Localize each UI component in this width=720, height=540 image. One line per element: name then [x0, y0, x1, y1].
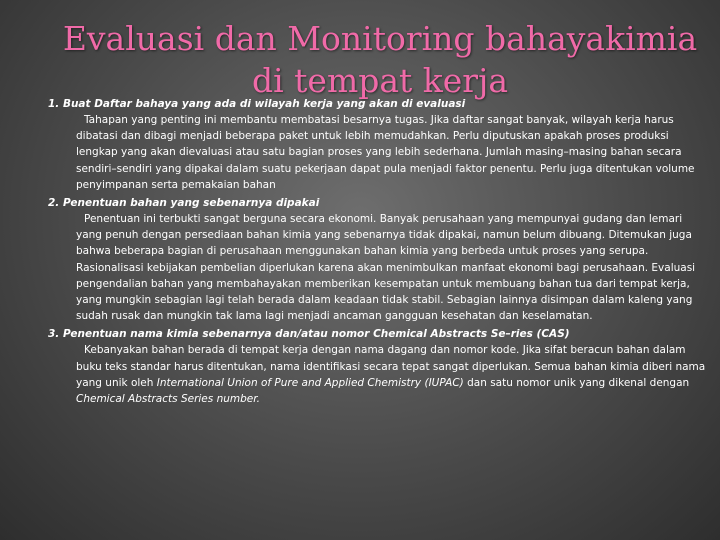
section-3-body-iupac: International Union of Pure and Applied Chemistry (IUPAC) [156, 376, 464, 389]
section-2-heading: 2. Penentuan bahan yang sebenarnya dipakai [48, 197, 320, 210]
section-3-body-cas: Chemical Abstracts Series number. [76, 393, 260, 406]
section-3-body [76, 342, 708, 407]
slide-title [60, 18, 700, 102]
section-3-body-text-1: Kebanyakan bahan berada di tempat kerja dengan nama dagang dan nomor kode. Jika sifat beracun bahan dalam buku teks standar harus ditentukan, nama identifikasi secara tepat sangat diperlukan. Semua bahan kimia diberi nama yang unik oleh [76, 344, 706, 389]
title-line-2: di tempat kerja [251, 61, 508, 100]
section-1-heading: 1. Buat Daftar bahaya yang ada di wilayah kerja yang akan di evaluasi [48, 98, 466, 110]
section-2-body: Penentuan ini terbukti sangat berguna secara ekonomi. Banyak perusahaan yang mempunyai gudang dan lemari yang penuh dengan persediaan bahan kimia yang sebenarnya tidak dipakai, namun belum dibuang. Ditemukan juga bahwa beberapa bagian di perusahaan menggunakan bahan kimia yang berbeda untuk proses yang serupa. Rasionalisasi kebijakan pembelian diperlukan karena akan menimbulkan manfaat ekonomi bagi perusahaan. Evaluasi pengendalian bahan yang membahayakan memberikan kesempatan untuk membuang bahan tua dari tempat kerja, yang mungkin sebagian lagi telah berada dalam keadaan tidak stabil. Sebagian lainnya disimpan dalam kaleng yang sudah rusak dan mungkin tak lama lagi menjadi ancaman gangguan kesehatan dan keselamatan. [76, 213, 696, 323]
section-1-body: Tahapan yang penting ini membantu membatasi besarnya tugas. Jika daftar sangat banyak, wilayah kerja harus dibatasi dan dibagi menjadi beberapa paket untuk lebih memudahkan. Perlu diputuskan apakah proses produksi lengkap yang akan dievaluasi atau satu bagian proses yang lebih sederhana. Jumlah masing–masing bahan secara sendiri–sendiri yang dipakai dalam suatu pekerjaan dapat pula menjadi faktor penentu. Perlu juga ditentukan volume penyimpanan serta pemakaian bahan [76, 114, 695, 191]
title-line-1: Evaluasi dan Monitoring bahayakimia [62, 19, 698, 58]
slide-content [48, 97, 708, 410]
section-3-heading: 3. Penentuan nama kimia sebenarnya dan/atau nomor Chemical Abstracts Se–ries (CAS) [48, 328, 570, 341]
section-3-body-text-2: dan satu nomor unik yang dikenal dengan [463, 376, 690, 389]
